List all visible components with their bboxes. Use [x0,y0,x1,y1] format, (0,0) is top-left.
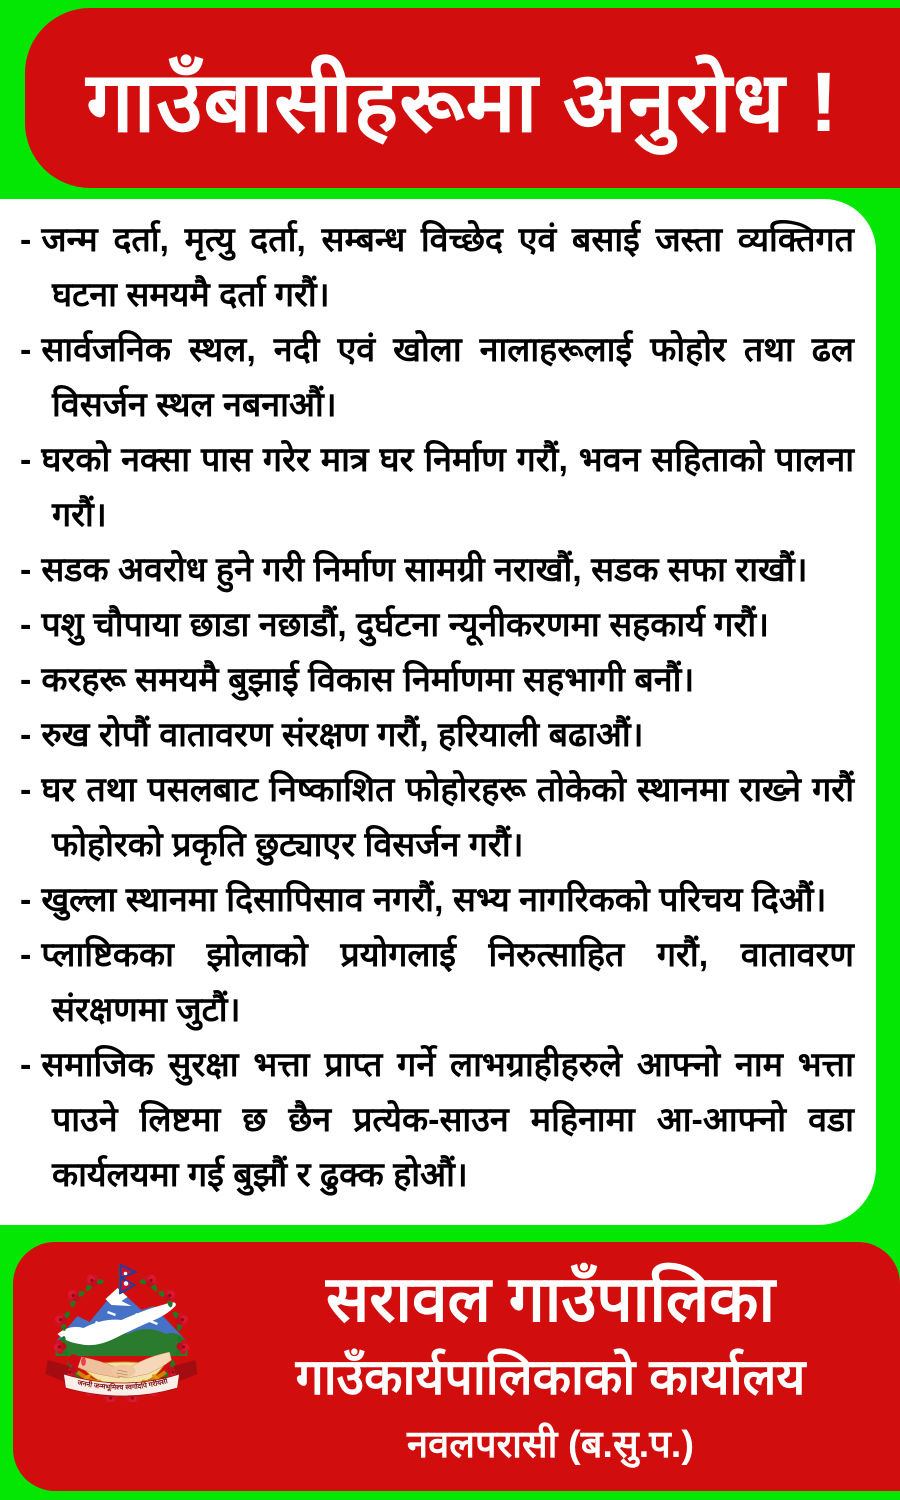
notice-item [20,928,854,1038]
notice-item-text: खुल्ला स्थानमा दिसापिसाव नगरौं, सभ्य नागरिकको परिचय दिऔं। [41,881,827,919]
org-name: सरावल गाउँपालिका [325,1262,776,1335]
notice-item-text: सार्वजनिक स्थल, नदी एवं खोला नालाहरूलाई फोहोर तथा ढल विसर्जन स्थल नबनाऔं। [41,331,854,424]
bullet-dash: - [20,221,32,259]
bullet-dash: - [20,881,32,919]
bullet-dash: - [20,331,32,369]
notice-item [20,653,854,708]
bullet-dash: - [20,1046,32,1084]
notice-item [20,763,854,873]
footer-banner [13,1242,900,1491]
bullet-dash: - [20,606,32,644]
notice-item-text: पशु चौपाया छाडा नछाडौं, दुर्घटना न्यूनीकरणमा सहकार्य गरौं। [41,606,770,644]
notice-item [20,213,854,323]
nepal-flag-icon [120,1265,136,1294]
notice-item-text: घरको नक्सा पास गरेर मात्र घर निर्माण गरौं, भवन सहिताको पालना गरौं। [41,441,854,534]
bullet-dash: - [20,771,32,809]
notice-item-text: समाजिक सुरक्षा भत्ता प्राप्त गर्ने लाभग्राहीहरुले आफ्नो नाम भत्ता पाउने लिष्टमा छ छैन प्रत्येक-साउन महिनामा आ-आफ्नो वडा कार्यलयमा गई बुझौं र ढुक्क होऔं। [41,1046,854,1194]
notice-item-text: करहरू समयमै बुझाई विकास निर्माणमा सहभागी बनौं। [41,661,695,699]
poster-title: गाउँबासीहरूमा अनुरोध ! [86,54,839,149]
office-name: गाउँकार्यपालिकाको कार्यालय [295,1348,806,1405]
emblem-motto-text: जननी जन्मभूमिश्च स्वर्गादपि गरीयसी [76,1378,169,1392]
notice-item [20,598,854,653]
notice-item [20,708,854,763]
notice-item [20,543,854,598]
notice-item [20,433,854,543]
bullet-dash: - [20,441,32,479]
district-name: नवलपरासी (ब.सु.प.) [407,1423,694,1466]
bullet-dash: - [20,716,32,754]
notice-item [20,323,854,433]
notice-item-text: प्लाष्टिकका झोलाको प्रयोगलाई निरुत्साहित गरौं, वातावरण संरक्षणमा जुटौं। [41,936,854,1029]
header-banner [25,8,900,188]
bullet-dash: - [20,936,32,974]
footer-text-block [213,1242,888,1491]
bullet-dash: - [20,551,32,589]
notice-item-text: सडक अवरोध हुने गरी निर्माण सामग्री नराखौं, सडक सफा राखौं। [41,551,808,589]
notice-item-text: घर तथा पसलबाट निष्काशित फोहोरहरू तोकेको स्थानमा राख्ने गरौं फोहोरको प्रकृति छुट्याएर विसर्जन गरौं। [41,771,854,864]
notice-body [0,199,876,1225]
notice-item [20,1038,854,1203]
nepal-emblem-icon [43,1264,200,1402]
notice-item [20,873,854,928]
bullet-dash: - [20,661,32,699]
notice-item-text: रुख रोपौं वातावरण संरक्षण गरौं, हरियाली बढाऔं। [41,716,644,754]
municipality-emblem-logo [43,1264,200,1402]
notice-list [0,199,876,1203]
notice-item-text: जन्म दर्ता, मृत्यु दर्ता, सम्बन्ध विच्छेद एवं बसाई जस्ता व्यक्तिगत घटना समयमै दर्ता गरौं। [41,221,854,314]
